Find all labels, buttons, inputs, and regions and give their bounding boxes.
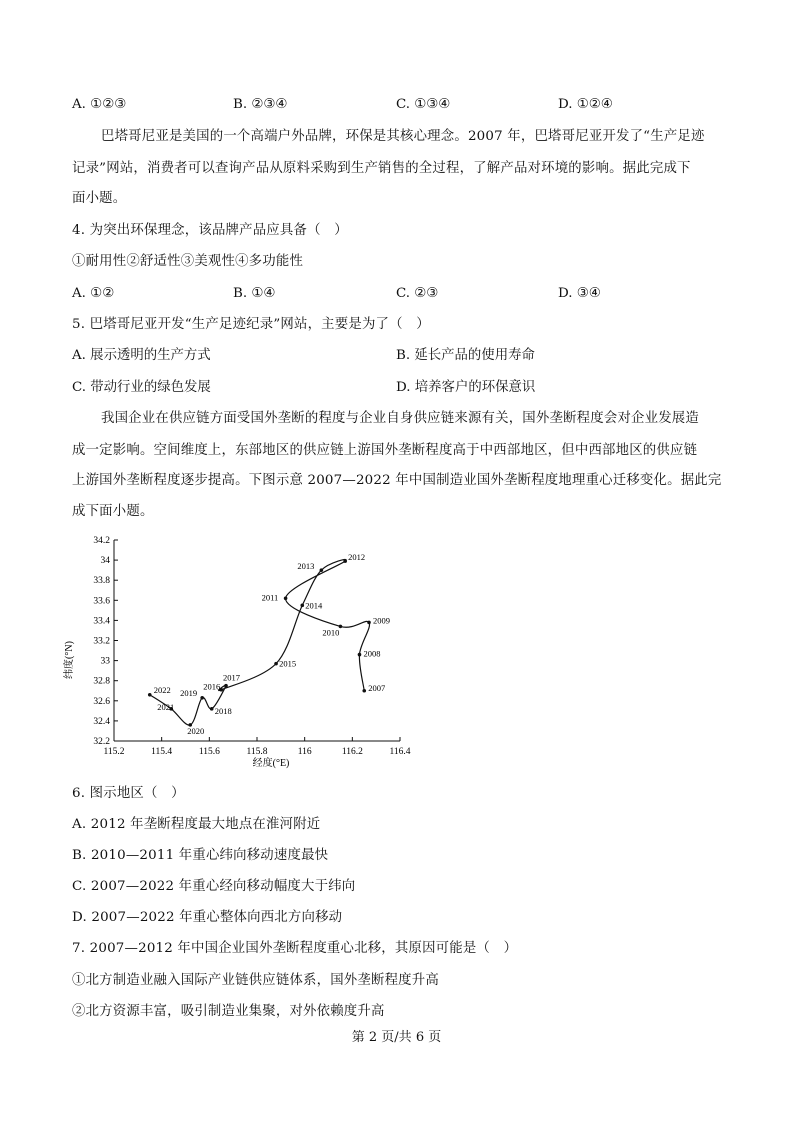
- q3-option-b: B. ②③④: [233, 97, 288, 112]
- q4-option-d: D. ③④: [558, 286, 601, 301]
- data-label: 2008: [363, 648, 381, 659]
- y-tick-label: 33.4: [93, 616, 110, 627]
- y-tick-label: 33.2: [93, 636, 110, 647]
- data-label: 2019: [180, 687, 198, 698]
- y-tick-label: 32.4: [93, 716, 110, 727]
- data-point: [358, 653, 362, 657]
- q7-item-1: ①北方制造业融入国际产业链供应链体系，国外垄断程度升高: [72, 973, 439, 988]
- y-axis-label: 纬度(°N): [64, 641, 75, 679]
- q6-option-b: B. 2010—2011 年重心纬向移动速度最快: [72, 848, 329, 863]
- centroid-trajectory-line: [150, 559, 370, 725]
- passage2-line: 成一定影响。空间维度上，东部地区的供应链上游国外垄断程度高于中西部地区，但中西部地区的供应链: [72, 443, 698, 458]
- data-point: [148, 693, 152, 697]
- data-label: 2017: [223, 672, 241, 683]
- data-point: [224, 684, 228, 688]
- q7-item-2: ②北方资源丰富，吸引制造业集聚，对外依赖度升高: [72, 1004, 385, 1019]
- data-label: 2021: [157, 701, 175, 712]
- data-point: [367, 621, 371, 625]
- data-point: [274, 662, 278, 666]
- q5-stem: 5. 巴塔哥尼亚开发“生产足迹纪录”网站，主要是为了（ ）: [72, 317, 430, 332]
- data-point: [362, 689, 366, 693]
- x-tick-label: 115.2: [103, 747, 125, 757]
- x-tick-label: 115.6: [198, 747, 220, 757]
- x-tick-label: 115.8: [246, 747, 268, 757]
- q5-option-d: D. 培养客户的环保意识: [396, 380, 536, 395]
- data-label: 2020: [187, 725, 205, 736]
- q3-option-d: D. ①②④: [558, 97, 613, 112]
- data-point: [200, 696, 204, 700]
- q4-option-a: A. ①②: [72, 286, 115, 301]
- passage2-line: 成下面小题。: [72, 504, 154, 519]
- data-point: [210, 707, 214, 711]
- x-tick-label: 115.4: [151, 747, 173, 757]
- passage1-line: 面小题。: [72, 191, 127, 206]
- q4-option-b: B. ①④: [233, 286, 276, 301]
- data-label: 2013: [297, 561, 315, 572]
- centroid-migration-chart: [60, 530, 440, 775]
- q7-stem: 7. 2007—2012 年中国企业国外垄断程度重心北移，其原因可能是（ ）: [72, 941, 518, 956]
- q5-option-a: A. 展示透明的生产方式: [72, 348, 211, 363]
- data-label: 2015: [279, 658, 297, 669]
- data-point: [343, 559, 347, 563]
- data-label: 2018: [214, 705, 232, 716]
- y-tick-label: 32.2: [93, 737, 110, 747]
- data-label: 2010: [322, 627, 340, 638]
- q5-option-c: C. 带动行业的绿色发展: [72, 380, 211, 395]
- page-footer: 第 2 页/共 6 页: [351, 1030, 442, 1045]
- data-point: [300, 604, 304, 608]
- data-point: [284, 596, 288, 600]
- q6-option-a: A. 2012 年垄断程度最大地点在淮河附近: [72, 817, 321, 832]
- x-tick-label: 116.2: [341, 747, 363, 757]
- y-tick-label: 33: [100, 656, 110, 667]
- passage2-line: 我国企业在供应链方面受国外垄断的程度与企业自身供应链来源有关，国外垄断程度会对企业发展造: [101, 411, 699, 426]
- q6-option-d: D. 2007—2022 年重心整体向西北方向移动: [72, 910, 343, 925]
- y-tick-label: 34: [100, 556, 110, 567]
- q3-option-c: C. ①③④: [396, 97, 451, 112]
- q4-stem: 4. 为突出环保理念，该品牌产品应具备（ ）: [72, 223, 348, 238]
- passage1-line: 记录”网站，消费者可以查询产品从原料采购到生产销售的全过程，了解产品对环境的影响。据此完成下: [72, 161, 691, 176]
- data-label: 2014: [305, 600, 323, 611]
- q4-items: ①耐用性②舒适性③美观性④多功能性: [72, 254, 304, 269]
- q6-stem: 6. 图示地区（ ）: [72, 786, 185, 801]
- q6-option-c: C. 2007—2022 年重心经向移动幅度大于纬向: [72, 879, 356, 894]
- data-label: 2011: [261, 592, 279, 603]
- data-point: [320, 568, 324, 572]
- data-label: 2016: [203, 681, 221, 692]
- y-tick-label: 33.8: [93, 576, 110, 587]
- y-tick-label: 34.2: [93, 536, 110, 546]
- y-tick-label: 32.6: [93, 696, 110, 707]
- x-tick-label: 116: [297, 747, 312, 757]
- y-tick-label: 33.6: [93, 596, 110, 607]
- y-tick-label: 32.8: [93, 676, 110, 687]
- passage2-line: 上游国外垄断程度逐步提高。下图示意 2007—2022 年中国制造业国外垄断程度地理重心迁移变化。据此完: [72, 473, 722, 488]
- q5-option-b: B. 延长产品的使用寿命: [396, 348, 535, 363]
- q3-option-a: A. ①②③: [72, 97, 127, 112]
- x-axis-label: 经度(°E): [252, 758, 290, 769]
- passage1-line: 巴塔哥尼亚是美国的一个高端户外品牌，环保是其核心理念。2007 年，巴塔哥尼亚开发了“生产足迹: [101, 129, 705, 144]
- data-label: 2022: [153, 684, 171, 695]
- q4-option-c: C. ②③: [396, 286, 439, 301]
- data-label: 2009: [373, 615, 391, 626]
- x-tick-label: 116.4: [389, 747, 411, 757]
- data-label: 2012: [348, 552, 366, 563]
- data-label: 2007: [368, 682, 386, 693]
